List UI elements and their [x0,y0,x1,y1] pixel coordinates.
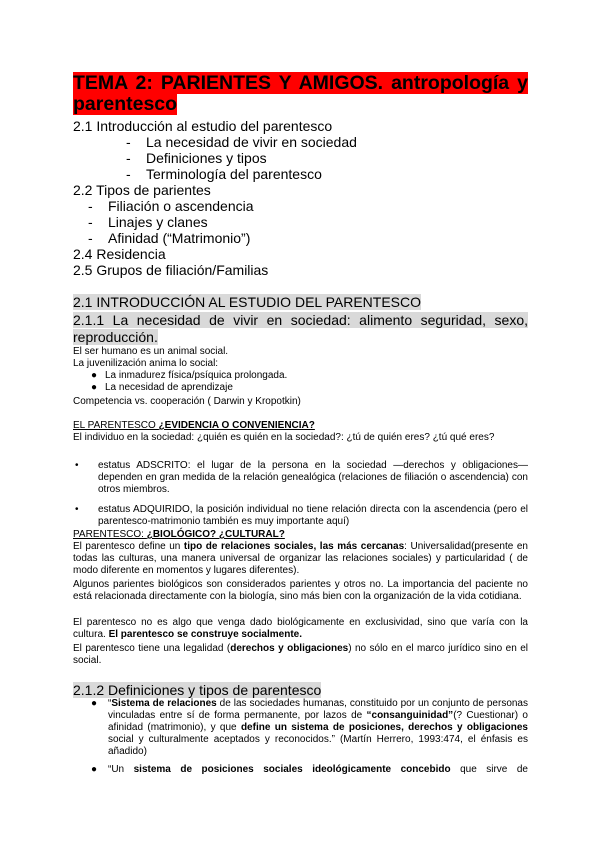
bullet-glyph: • [75,504,79,515]
list-item: estatus ADSCRITO: el lugar de la persona en la sociedad —derechos y obligaciones— dependen en gran medida de la relación genealógica (relaciones de filiación o ascendencia) con otros miembros. [98,460,528,495]
list-item: ● La necesidad de aprendizaje [91,382,233,393]
body-text: La juvenilización anima lo social: [73,358,219,369]
paragraph: Algunos parientes biológicos son considerados parientes y otros no. La importancia del paciente no está relacionada directamente con la biología, sino más bien con la organización de la vida cotidiana. [73,579,528,602]
toc-item: - Definiciones y tipos [126,150,267,166]
toc-item: - Terminología del parentesco [126,166,322,182]
section-heading: 2.1 INTRODUCCIÓN AL ESTUDIO DEL PARENTESCO [73,294,421,310]
toc-2-2: 2.2 Tipos de parientes [73,182,211,198]
definition-item: “Sistema de relaciones de las sociedades humanas, constituido por un conjunto de personas vinculadas entre sí de forma permanente, por lazos de “consanguinidad”(? Cuestionar) o afinidad (matrimonio), y que define un sistema de posiciones, derechos y obligaciones social y culturalmente aceptados y reconocidos.” (Martín Herrero, 1993:474, el énfasis es añadido) [108,698,528,757]
bullet-glyph: ● [91,698,98,709]
bullet-glyph: ● [91,764,98,775]
question-heading: PARENTESCO: ¿BIOLÓGICO? ¿CULTURAL? [73,529,285,540]
toc-item: - Filiación o ascendencia [88,198,254,214]
list-item: estatus ADQUIRIDO, la posición individual no tiene relación directa con la ascendencia (pero el parentesco-matrimonio también es muy importante aquí) [98,504,528,527]
bullet-glyph: • [75,460,79,471]
paragraph: El parentesco no es algo que venga dado biológicamente en exclusividad, sino que varía con la cultura. El parentesco se construye socialmente. [73,617,528,640]
page-title-text: TEMA 2: PARIENTES Y AMIGOS. antropología y parentesco [73,72,528,115]
definition-item: “Un sistema de posiciones sociales ideológicamente concebido que sirve de [108,764,528,775]
toc-2-4: 2.4 Residencia [73,246,166,262]
toc-2-5: 2.5 Grupos de filiación/Familias [73,262,269,278]
subsection-heading: 2.1.1 La necesidad de vivir en sociedad: alimento seguridad, sexo, reproducción. [73,312,528,345]
question-heading: EL PARENTESCO ¿EVIDENCIA O CONVENIENCIA? [73,420,315,431]
paragraph: El parentesco define un tipo de relaciones sociales, las más cercanas: Universalidad(presente en todas las culturas, una manera universal de organizar las relaciones sociales) y particularidad ( de modo diferente en momentos y lugares diferentes). [73,541,528,576]
body-text: El individuo en la sociedad: ¿quién es quién en la sociedad?: ¿tú de quién eres? ¿tú qué eres? [73,432,495,443]
paragraph: El parentesco tiene una legalidad (derechos y obligaciones) no sólo en el marco jurídico sino en el social. [73,643,528,666]
toc-2-1: 2.1 Introducción al estudio del parentesco [73,118,333,134]
toc-item: - Afinidad (“Matrimonio”) [88,230,251,246]
body-text: Competencia vs. cooperación ( Darwin y Kropotkin) [73,396,301,407]
toc-item: - La necesidad de vivir en sociedad [126,134,357,150]
list-item: ● La inmadurez física/psíquica prolongada. [91,370,288,381]
page-title [73,73,528,115]
body-text: El ser humano es un animal social. [73,346,229,357]
subsection-heading: 2.1.2 Definiciones y tipos de parentesco [73,682,322,698]
toc-item: - Linajes y clanes [88,214,208,230]
